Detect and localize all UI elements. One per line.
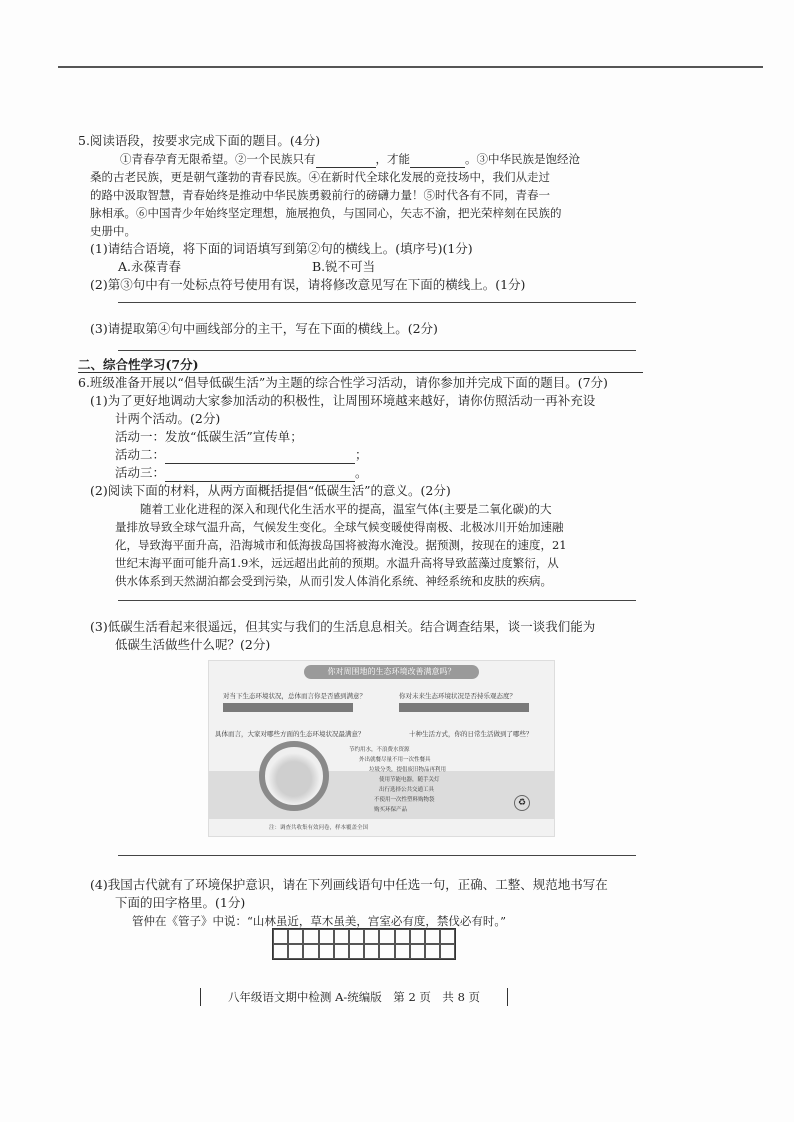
grid-cell[interactable] — [319, 929, 334, 944]
figure-title: 你对周围地的生态环境改善满意吗？ — [304, 665, 479, 679]
figure-question-middle: 具体而言，大家对哪些方面的生态环境状况最满意？ — [215, 730, 365, 738]
q6-heading: 6.班级准备开展以“倡导低碳生活”为主题的综合性学习活动，请你参加并完成下面的题目。(7分) — [78, 375, 608, 390]
figure-question-right: 你对未来生态环境状况是否持乐观态度？ — [399, 692, 516, 700]
q5-text: ，才能 — [375, 152, 410, 166]
grid-cell[interactable] — [349, 929, 364, 944]
grid-cell[interactable] — [273, 929, 288, 944]
figure-item: 出行选择公共交通工具 — [379, 787, 435, 793]
grid-cell[interactable] — [273, 944, 288, 959]
grid-cell[interactable] — [319, 944, 334, 959]
grid-cell[interactable] — [334, 929, 349, 944]
q5-answer-line-3[interactable] — [118, 350, 636, 351]
globe-leaf-icon — [259, 741, 329, 811]
q5-subquestion-2: (2)第③句中有一处标点符号使用有误，请将修改意见写在下面的横线上。(1分) — [90, 277, 526, 292]
survey-figure — [208, 660, 555, 837]
figure-item: 外出就餐尽量不用一次性餐具 — [359, 757, 431, 763]
grid-cell[interactable] — [440, 944, 455, 959]
q6-material-line-4: 世纪末海平面可能升高1.9米，远远超出此前的预期。水温升高将导致蓝藻过度繁衍，从 — [115, 556, 559, 570]
q5-paragraph-line-4: 脉相承。⑥中国青少年始终坚定理想，施展抱负，与国同心，矢志不渝，把光荣梓刻在民族的 — [90, 206, 562, 220]
q6-material-line-5: 供水体系到天然湖泊都会受到污染，从而引发人体消化系统、神经系统和皮肤的疾病。 — [115, 574, 552, 588]
recycle-icon: ♻ — [514, 795, 530, 811]
q6-activity-2-label: 活动二： — [115, 447, 166, 462]
q5-blank-2[interactable] — [410, 155, 465, 168]
q5-blank-1[interactable] — [316, 155, 376, 168]
grid-cell[interactable] — [288, 929, 303, 944]
q6-activity-2-end: ； — [355, 447, 368, 462]
q6-subquestion-2: (2)阅读下面的材料，从两方面概括提倡“低碳生活”的意义。(2分) — [90, 483, 451, 498]
q6-sub4-line-2: 下面的田字格里。(1分) — [115, 895, 246, 910]
q5-paragraph-line-3: 的路中汲取智慧，青春始终是推动中华民族勇毅前行的磅礴力量！⑤时代各有不同，青春一 — [90, 188, 550, 202]
grid-cell[interactable] — [349, 944, 364, 959]
grid-cell[interactable] — [379, 944, 394, 959]
grid-cell[interactable] — [395, 944, 410, 959]
q6-sub4-line-1: (4)我国古代就有了环境保护意识，请在下列画线语句中任选一句，正确、工整、规范地书写在 — [90, 877, 608, 892]
figure-question-middle-2: 十种生活方式，你的日常生活做到了哪些？ — [409, 730, 533, 738]
figure-item: 垃圾分类，提倡废旧物品再利用 — [369, 767, 447, 773]
grid-cell[interactable] — [379, 929, 394, 944]
q6-sub1-line-2: 计两个活动。(2分) — [115, 411, 221, 426]
q5-subquestion-1: (1)请结合语境，将下面的词语填写到第②句的横线上。(填序号)(1分) — [90, 241, 473, 256]
section-divider — [78, 372, 643, 373]
grid-cell[interactable] — [440, 929, 455, 944]
grid-cell[interactable] — [425, 929, 440, 944]
figure-footnote: 注：调查共收集有效问卷，样本覆盖全国 — [269, 825, 369, 831]
q6-activity-3 — [115, 464, 368, 482]
q6-activity-3-blank[interactable] — [165, 469, 355, 482]
q6-sub1-line-1: (1)为了更好地调动大家参加活动的积极性，让周围环境越来越好，请你仿照活动一再补充设 — [90, 393, 596, 408]
grid-cell[interactable] — [410, 944, 425, 959]
page-footer: 八年级语文期中检测 A-统编版 第 2 页 共 8 页 — [200, 988, 508, 1006]
section-2-heading: 二、综合性学习(7分) — [78, 357, 199, 372]
figure-bar-right — [399, 703, 529, 712]
q5-option-b: B.锐不可当 — [312, 259, 376, 274]
q5-subquestion-3: (3)请提取第④句中画线部分的主干，写在下面的横线上。(2分) — [90, 321, 438, 336]
q6-activity-2-blank[interactable] — [165, 451, 355, 464]
q6-material-line-2: 量排放导致全球气温升高，气候发生变化。全球气候变暖使得南极、北极冰川开始加速融 — [115, 520, 564, 534]
q5-paragraph-line-5: 史册中。 — [90, 224, 136, 238]
figure-item: 使用节能电器，随手关灯 — [379, 777, 440, 783]
page-top-border — [58, 66, 763, 68]
grid-cell[interactable] — [303, 929, 318, 944]
grid-cell[interactable] — [410, 929, 425, 944]
q6-material-line-1: 随着工业化进程的深入和现代化生活水平的提高，温室气体(主要是二氧化碳)的大 — [140, 502, 552, 516]
figure-item: 节约用水，不浪费水资源 — [349, 747, 410, 753]
q5-text: 。③中华民族是饱经沧 — [465, 152, 580, 166]
q5-answer-line-2[interactable] — [118, 302, 636, 303]
q5-text: ①青春孕育无限希望。②一个民族只有 — [120, 152, 316, 166]
q6-quote: 管仲在《管子》中说：“山林虽近，草木虽美，宫室必有度，禁伐必有时。” — [132, 914, 507, 928]
q6-activity-2 — [115, 446, 368, 464]
q5-option-a: A.永葆青春 — [118, 259, 182, 274]
q5-paragraph-line-2: 桑的古老民族，更是朝气蓬勃的青春民族。④在新时代全球化发展的竞技场中，我们从走过 — [90, 170, 550, 184]
q6-answer-line-3[interactable] — [118, 855, 636, 856]
q5-heading: 5.阅读语段，按要求完成下面的题目。(4分) — [78, 133, 321, 148]
figure-item: 购买环保产品 — [374, 807, 408, 813]
grid-cell[interactable] — [334, 944, 349, 959]
q6-sub3-line-2: 低碳生活做些什么呢？(2分) — [115, 637, 271, 652]
q6-activity-3-label: 活动三： — [115, 465, 166, 480]
q6-sub3-line-1: (3)低碳生活看起来很遥远，但其实与我们的生活息息相关。结合调查结果，谈一谈我们能为 — [90, 619, 596, 634]
grid-cell[interactable] — [364, 929, 379, 944]
q6-material-line-3: 化，导致海平面升高，沿海城市和低海拔岛国将被海水淹没。据预测，按现在的速度，21 — [115, 538, 567, 552]
figure-item: 不使用一次性塑料购物袋 — [374, 797, 435, 803]
q6-answer-line-2[interactable] — [118, 600, 636, 601]
q6-activity-1: 活动一：发放“低碳生活”宣传单； — [115, 429, 303, 444]
q5-paragraph-line-1 — [120, 150, 580, 168]
grid-cell[interactable] — [303, 944, 318, 959]
q6-activity-3-end: 。 — [355, 465, 368, 480]
figure-bar-left — [223, 703, 353, 712]
figure-question-left: 对当下生态环境状况，总体而言你是否感到满意？ — [223, 692, 366, 700]
grid-cell[interactable] — [364, 944, 379, 959]
tianzige-writing-grid[interactable] — [272, 928, 456, 960]
grid-cell[interactable] — [395, 929, 410, 944]
grid-cell[interactable] — [288, 944, 303, 959]
grid-cell[interactable] — [425, 944, 440, 959]
